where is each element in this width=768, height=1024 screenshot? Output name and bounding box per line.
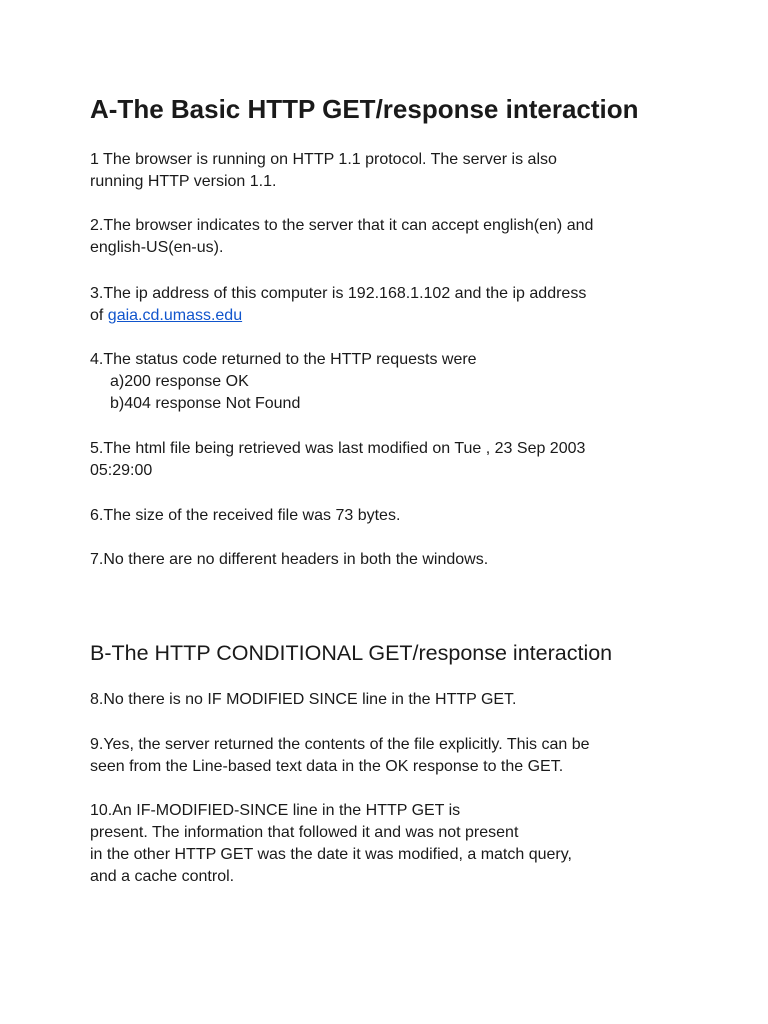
answer-4 [90,349,477,415]
answer-5-line-1: 5.The html file being retrieved was last modified on Tue , 23 Sep 2003 [90,440,586,457]
answer-9 [90,734,590,778]
answer-10 [90,800,572,888]
answer-2 [90,215,593,259]
answer-10-line-1: 10.An IF-MODIFIED-SINCE line in the HTTP GET is [90,802,461,819]
answer-5-line-2: 05:29:00 [90,462,153,479]
answer-1 [90,149,557,193]
answer-1-line-1: 1 The browser is running on HTTP 1.1 protocol. The server is also [90,151,557,168]
answer-3-line-2 [90,305,586,327]
answer-3 [90,283,586,327]
answer-6 [90,505,400,527]
answer-4-item-a: a)200 response OK [110,373,249,390]
answer-1-line-2: running HTTP version 1.1. [90,173,277,190]
answer-4-line-1: 4.The status code returned to the HTTP requests were [90,351,477,368]
answer-5 [90,438,585,482]
answer-3-line-2-prefix: of [90,307,108,324]
answer-10-line-4: and a cache control. [90,868,235,885]
answer-8 [90,689,517,711]
answer-6-line-1: 6.The size of the received file was 73 bytes. [90,507,401,524]
answer-4-item-b: b)404 response Not Found [110,395,301,412]
answer-7-line-1: 7.No there are no different headers in both the windows. [90,551,489,568]
section-a-heading: A-The Basic HTTP GET/response interaction [90,94,639,124]
answer-7 [90,549,488,571]
gaia-host-link[interactable]: gaia.cd.umass.edu [107,307,243,324]
answer-9-line-1: 9.Yes, the server returned the contents of the file explicitly. This can be [90,736,590,753]
answer-3-line-1: 3.The ip address of this computer is 192.168.1.102 and the ip address [90,285,587,302]
answer-2-line-2: english-US(en-us). [90,239,224,256]
section-b-heading: B-The HTTP CONDITIONAL GET/response interaction [90,641,613,665]
answer-2-line-1: 2.The browser indicates to the server that it can accept english(en) and [90,217,594,234]
answer-10-line-3: in the other HTTP GET was the date it was modified, a match query, [90,846,572,863]
answer-10-line-2: present. The information that followed it and was not present [90,824,519,841]
answer-8-line-1: 8.No there is no IF MODIFIED SINCE line in the HTTP GET. [90,691,517,708]
answer-9-line-2: seen from the Line-based text data in the OK response to the GET. [90,758,564,775]
